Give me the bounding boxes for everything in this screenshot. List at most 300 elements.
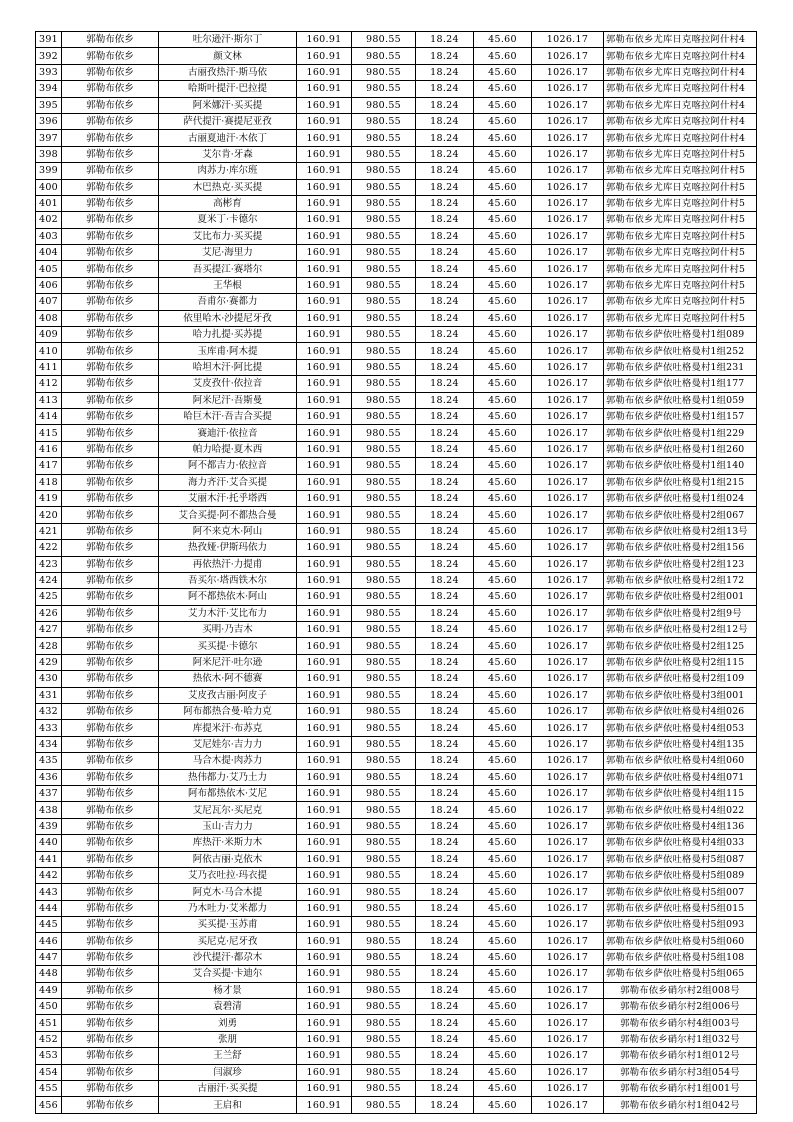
township-cell: 郭勒布依乡	[62, 327, 159, 343]
table-row	[36, 32, 757, 48]
table-row	[36, 949, 757, 965]
value-2-cell: 18.24	[416, 802, 474, 818]
address-cell: 郭勒布依乡硝尔村2组008号	[604, 982, 757, 998]
township-cell: 郭勒布依乡	[62, 441, 159, 457]
total-value-cell: 1026.17	[532, 933, 604, 949]
address-cell: 郭勒布依乡尤库日克喀拉阿什村4	[604, 48, 757, 64]
value-3-cell: 45.60	[474, 785, 532, 801]
total-value-cell: 1026.17	[532, 212, 604, 228]
row-number-cell: 404	[36, 245, 62, 261]
person-name-cell: 阿米娜汗·买买提	[159, 97, 297, 113]
area-value-cell: 160.91	[297, 687, 352, 703]
township-cell: 郭勒布依乡	[62, 261, 159, 277]
area-value-cell: 160.91	[297, 64, 352, 80]
value-2-cell: 18.24	[416, 622, 474, 638]
table-row	[36, 556, 757, 572]
area-value-cell: 160.91	[297, 654, 352, 670]
row-number-cell: 445	[36, 917, 62, 933]
person-name-cell: 哈巨木汗·吾吉合买提	[159, 408, 297, 424]
township-cell: 郭勒布依乡	[62, 835, 159, 851]
table-row	[36, 589, 757, 605]
address-cell: 郭勒布依乡萨依吐格曼村2组001	[604, 589, 757, 605]
value-1-cell: 980.55	[352, 949, 416, 965]
row-number-cell: 398	[36, 146, 62, 162]
total-value-cell: 1026.17	[532, 195, 604, 211]
total-value-cell: 1026.17	[532, 1015, 604, 1031]
value-3-cell: 45.60	[474, 704, 532, 720]
area-value-cell: 160.91	[297, 769, 352, 785]
row-number-cell: 433	[36, 720, 62, 736]
value-3-cell: 45.60	[474, 900, 532, 916]
value-3-cell: 45.60	[474, 654, 532, 670]
total-value-cell: 1026.17	[532, 1097, 604, 1113]
value-2-cell: 18.24	[416, 1064, 474, 1080]
township-cell: 郭勒布依乡	[62, 622, 159, 638]
total-value-cell: 1026.17	[532, 753, 604, 769]
table-row	[36, 802, 757, 818]
area-value-cell: 160.91	[297, 884, 352, 900]
value-1-cell: 980.55	[352, 736, 416, 752]
area-value-cell: 160.91	[297, 1015, 352, 1031]
value-1-cell: 980.55	[352, 818, 416, 834]
township-cell: 郭勒布依乡	[62, 572, 159, 588]
township-cell: 郭勒布依乡	[62, 1064, 159, 1080]
address-cell: 郭勒布依乡萨依吐格曼村1组157	[604, 408, 757, 424]
row-number-cell: 434	[36, 736, 62, 752]
area-value-cell: 160.91	[297, 1031, 352, 1047]
value-2-cell: 18.24	[416, 884, 474, 900]
value-3-cell: 45.60	[474, 1015, 532, 1031]
area-value-cell: 160.91	[297, 425, 352, 441]
address-cell: 郭勒布依乡萨依吐格曼村2组067	[604, 507, 757, 523]
value-2-cell: 18.24	[416, 441, 474, 457]
township-cell: 郭勒布依乡	[62, 900, 159, 916]
row-number-cell: 418	[36, 474, 62, 490]
township-cell: 郭勒布依乡	[62, 556, 159, 572]
township-cell: 郭勒布依乡	[62, 32, 159, 48]
township-cell: 郭勒布依乡	[62, 687, 159, 703]
row-number-cell: 421	[36, 523, 62, 539]
area-value-cell: 160.91	[297, 163, 352, 179]
address-cell: 郭勒布依乡萨依吐格曼村1组231	[604, 359, 757, 375]
value-3-cell: 45.60	[474, 638, 532, 654]
person-name-cell: 王兰舒	[159, 1048, 297, 1064]
address-cell: 郭勒布依乡萨依吐格曼村2组115	[604, 654, 757, 670]
value-3-cell: 45.60	[474, 687, 532, 703]
value-3-cell: 45.60	[474, 802, 532, 818]
area-value-cell: 160.91	[297, 982, 352, 998]
value-3-cell: 45.60	[474, 130, 532, 146]
value-2-cell: 18.24	[416, 113, 474, 129]
person-name-cell: 艾皮孜什·依拉音	[159, 376, 297, 392]
value-3-cell: 45.60	[474, 1048, 532, 1064]
value-2-cell: 18.24	[416, 654, 474, 670]
table-row	[36, 982, 757, 998]
row-number-cell: 430	[36, 671, 62, 687]
table-row	[36, 605, 757, 621]
value-3-cell: 45.60	[474, 228, 532, 244]
row-number-cell: 425	[36, 589, 62, 605]
value-3-cell: 45.60	[474, 81, 532, 97]
area-value-cell: 160.91	[297, 458, 352, 474]
township-cell: 郭勒布依乡	[62, 179, 159, 195]
table-row	[36, 769, 757, 785]
address-cell: 郭勒布依乡硝尔村1组001号	[604, 1081, 757, 1097]
table-row	[36, 1015, 757, 1031]
person-name-cell: 闫淑珍	[159, 1064, 297, 1080]
area-value-cell: 160.91	[297, 949, 352, 965]
total-value-cell: 1026.17	[532, 802, 604, 818]
value-3-cell: 45.60	[474, 605, 532, 621]
total-value-cell: 1026.17	[532, 113, 604, 129]
area-value-cell: 160.91	[297, 572, 352, 588]
person-name-cell: 玉库甫·阿木提	[159, 343, 297, 359]
area-value-cell: 160.91	[297, 343, 352, 359]
row-number-cell: 427	[36, 622, 62, 638]
value-1-cell: 980.55	[352, 884, 416, 900]
person-name-cell: 买买提·卡德尔	[159, 638, 297, 654]
value-3-cell: 45.60	[474, 146, 532, 162]
address-cell: 郭勒布依乡萨依吐格曼村4组033	[604, 835, 757, 851]
value-3-cell: 45.60	[474, 867, 532, 883]
value-1-cell: 980.55	[352, 327, 416, 343]
value-3-cell: 45.60	[474, 97, 532, 113]
value-1-cell: 980.55	[352, 638, 416, 654]
person-name-cell: 帕力哈提·夏木西	[159, 441, 297, 457]
area-value-cell: 160.91	[297, 671, 352, 687]
area-value-cell: 160.91	[297, 277, 352, 293]
value-2-cell: 18.24	[416, 425, 474, 441]
table-row	[36, 146, 757, 162]
township-cell: 郭勒布依乡	[62, 277, 159, 293]
value-1-cell: 980.55	[352, 507, 416, 523]
table-row	[36, 245, 757, 261]
total-value-cell: 1026.17	[532, 687, 604, 703]
township-cell: 郭勒布依乡	[62, 458, 159, 474]
address-cell: 郭勒布依乡萨依吐格曼村4组026	[604, 704, 757, 720]
area-value-cell: 160.91	[297, 146, 352, 162]
area-value-cell: 160.91	[297, 48, 352, 64]
address-cell: 郭勒布依乡萨依吐格曼村2组12号	[604, 622, 757, 638]
value-2-cell: 18.24	[416, 687, 474, 703]
row-number-cell: 442	[36, 867, 62, 883]
area-value-cell: 160.91	[297, 1048, 352, 1064]
value-3-cell: 45.60	[474, 966, 532, 982]
address-cell: 郭勒布依乡萨依吐格曼村5组108	[604, 949, 757, 965]
area-value-cell: 160.91	[297, 195, 352, 211]
value-2-cell: 18.24	[416, 917, 474, 933]
value-3-cell: 45.60	[474, 589, 532, 605]
value-2-cell: 18.24	[416, 32, 474, 48]
address-cell: 郭勒布依乡萨依吐格曼村2组125	[604, 638, 757, 654]
township-cell: 郭勒布依乡	[62, 720, 159, 736]
table-row	[36, 704, 757, 720]
total-value-cell: 1026.17	[532, 769, 604, 785]
person-name-cell: 王启和	[159, 1097, 297, 1113]
table-row	[36, 179, 757, 195]
value-3-cell: 45.60	[474, 195, 532, 211]
row-number-cell: 439	[36, 818, 62, 834]
township-cell: 郭勒布依乡	[62, 999, 159, 1015]
total-value-cell: 1026.17	[532, 966, 604, 982]
value-3-cell: 45.60	[474, 261, 532, 277]
table-row	[36, 900, 757, 916]
value-3-cell: 45.60	[474, 408, 532, 424]
value-2-cell: 18.24	[416, 704, 474, 720]
value-1-cell: 980.55	[352, 310, 416, 326]
area-value-cell: 160.91	[297, 523, 352, 539]
total-value-cell: 1026.17	[532, 179, 604, 195]
row-number-cell: 403	[36, 228, 62, 244]
area-value-cell: 160.91	[297, 622, 352, 638]
value-3-cell: 45.60	[474, 523, 532, 539]
row-number-cell: 412	[36, 376, 62, 392]
address-cell: 郭勒布依乡尤库日克喀拉阿什村5	[604, 179, 757, 195]
area-value-cell: 160.91	[297, 736, 352, 752]
value-1-cell: 980.55	[352, 867, 416, 883]
value-3-cell: 45.60	[474, 884, 532, 900]
person-name-cell: 热孜娅·伊斯玛依力	[159, 540, 297, 556]
value-3-cell: 45.60	[474, 671, 532, 687]
area-value-cell: 160.91	[297, 933, 352, 949]
value-2-cell: 18.24	[416, 753, 474, 769]
total-value-cell: 1026.17	[532, 720, 604, 736]
table-row	[36, 1064, 757, 1080]
table-row	[36, 622, 757, 638]
total-value-cell: 1026.17	[532, 163, 604, 179]
township-cell: 郭勒布依乡	[62, 212, 159, 228]
value-3-cell: 45.60	[474, 933, 532, 949]
value-2-cell: 18.24	[416, 179, 474, 195]
value-3-cell: 45.60	[474, 720, 532, 736]
table-row	[36, 1048, 757, 1064]
value-2-cell: 18.24	[416, 359, 474, 375]
value-2-cell: 18.24	[416, 589, 474, 605]
value-1-cell: 980.55	[352, 1031, 416, 1047]
township-cell: 郭勒布依乡	[62, 64, 159, 80]
township-cell: 郭勒布依乡	[62, 753, 159, 769]
table-row	[36, 753, 757, 769]
row-number-cell: 393	[36, 64, 62, 80]
area-value-cell: 160.91	[297, 507, 352, 523]
address-cell: 郭勒布依乡萨依吐格曼村2组9号	[604, 605, 757, 621]
value-1-cell: 980.55	[352, 294, 416, 310]
person-name-cell: 买买提·玉苏甫	[159, 917, 297, 933]
table-row	[36, 408, 757, 424]
value-2-cell: 18.24	[416, 81, 474, 97]
value-3-cell: 45.60	[474, 458, 532, 474]
value-2-cell: 18.24	[416, 851, 474, 867]
value-1-cell: 980.55	[352, 540, 416, 556]
person-name-cell: 依里哈木·沙提尼牙孜	[159, 310, 297, 326]
total-value-cell: 1026.17	[532, 835, 604, 851]
table-row	[36, 392, 757, 408]
row-number-cell: 416	[36, 441, 62, 457]
value-3-cell: 45.60	[474, 113, 532, 129]
total-value-cell: 1026.17	[532, 867, 604, 883]
person-name-cell: 吾买尔·塔西铁木尔	[159, 572, 297, 588]
value-1-cell: 980.55	[352, 228, 416, 244]
person-name-cell: 肉苏力·库尔班	[159, 163, 297, 179]
person-name-cell: 艾尼瓦尔·买尼克	[159, 802, 297, 818]
area-value-cell: 160.91	[297, 490, 352, 506]
township-cell: 郭勒布依乡	[62, 818, 159, 834]
area-value-cell: 160.91	[297, 605, 352, 621]
township-cell: 郭勒布依乡	[62, 1081, 159, 1097]
value-3-cell: 45.60	[474, 769, 532, 785]
value-1-cell: 980.55	[352, 408, 416, 424]
total-value-cell: 1026.17	[532, 1031, 604, 1047]
address-cell: 郭勒布依乡萨依吐格曼村4组115	[604, 785, 757, 801]
table-row	[36, 1031, 757, 1047]
value-3-cell: 45.60	[474, 163, 532, 179]
person-name-cell: 哈斯叶提汗·巴拉提	[159, 81, 297, 97]
area-value-cell: 160.91	[297, 392, 352, 408]
person-name-cell: 阿米尼汗·吾斯曼	[159, 392, 297, 408]
value-3-cell: 45.60	[474, 556, 532, 572]
township-cell: 郭勒布依乡	[62, 310, 159, 326]
table-row	[36, 195, 757, 211]
table-body	[36, 32, 757, 1114]
value-1-cell: 980.55	[352, 622, 416, 638]
value-2-cell: 18.24	[416, 163, 474, 179]
township-cell: 郭勒布依乡	[62, 982, 159, 998]
value-2-cell: 18.24	[416, 310, 474, 326]
row-number-cell: 453	[36, 1048, 62, 1064]
total-value-cell: 1026.17	[532, 81, 604, 97]
person-name-cell: 沙代提汗·都尕木	[159, 949, 297, 965]
value-2-cell: 18.24	[416, 458, 474, 474]
address-cell: 郭勒布依乡萨依吐格曼村1组177	[604, 376, 757, 392]
value-2-cell: 18.24	[416, 638, 474, 654]
address-cell: 郭勒布依乡萨依吐格曼村2组123	[604, 556, 757, 572]
township-cell: 郭勒布依乡	[62, 1048, 159, 1064]
township-cell: 郭勒布依乡	[62, 146, 159, 162]
total-value-cell: 1026.17	[532, 589, 604, 605]
township-cell: 郭勒布依乡	[62, 130, 159, 146]
value-2-cell: 18.24	[416, 228, 474, 244]
row-number-cell: 437	[36, 785, 62, 801]
address-cell: 郭勒布依乡尤库日克喀拉阿什村5	[604, 310, 757, 326]
value-1-cell: 980.55	[352, 97, 416, 113]
table-row	[36, 933, 757, 949]
value-1-cell: 980.55	[352, 458, 416, 474]
value-1-cell: 980.55	[352, 1048, 416, 1064]
row-number-cell: 400	[36, 179, 62, 195]
value-2-cell: 18.24	[416, 949, 474, 965]
value-2-cell: 18.24	[416, 97, 474, 113]
value-2-cell: 18.24	[416, 540, 474, 556]
row-number-cell: 446	[36, 933, 62, 949]
person-name-cell: 颜文林	[159, 48, 297, 64]
person-name-cell: 杨才景	[159, 982, 297, 998]
table-row	[36, 277, 757, 293]
total-value-cell: 1026.17	[532, 622, 604, 638]
area-value-cell: 160.91	[297, 245, 352, 261]
area-value-cell: 160.91	[297, 228, 352, 244]
total-value-cell: 1026.17	[532, 785, 604, 801]
value-1-cell: 980.55	[352, 163, 416, 179]
table-row	[36, 425, 757, 441]
total-value-cell: 1026.17	[532, 146, 604, 162]
value-3-cell: 45.60	[474, 753, 532, 769]
value-2-cell: 18.24	[416, 720, 474, 736]
total-value-cell: 1026.17	[532, 638, 604, 654]
address-cell: 郭勒布依乡萨依吐格曼村1组252	[604, 343, 757, 359]
value-2-cell: 18.24	[416, 556, 474, 572]
township-cell: 郭勒布依乡	[62, 113, 159, 129]
value-3-cell: 45.60	[474, 982, 532, 998]
address-cell: 郭勒布依乡萨依吐格曼村2组109	[604, 671, 757, 687]
value-3-cell: 45.60	[474, 917, 532, 933]
value-1-cell: 980.55	[352, 851, 416, 867]
table-row	[36, 343, 757, 359]
township-cell: 郭勒布依乡	[62, 785, 159, 801]
township-cell: 郭勒布依乡	[62, 523, 159, 539]
address-cell: 郭勒布依乡尤库日克喀拉阿什村5	[604, 163, 757, 179]
row-number-cell: 438	[36, 802, 62, 818]
value-1-cell: 980.55	[352, 966, 416, 982]
address-cell: 郭勒布依乡萨依吐格曼村4组060	[604, 753, 757, 769]
value-1-cell: 980.55	[352, 654, 416, 670]
row-number-cell: 454	[36, 1064, 62, 1080]
total-value-cell: 1026.17	[532, 572, 604, 588]
person-name-cell: 袁碧清	[159, 999, 297, 1015]
total-value-cell: 1026.17	[532, 540, 604, 556]
value-2-cell: 18.24	[416, 376, 474, 392]
person-name-cell: 张朋	[159, 1031, 297, 1047]
value-3-cell: 45.60	[474, 48, 532, 64]
value-1-cell: 980.55	[352, 785, 416, 801]
table-row	[36, 818, 757, 834]
total-value-cell: 1026.17	[532, 1064, 604, 1080]
table-row	[36, 130, 757, 146]
value-2-cell: 18.24	[416, 507, 474, 523]
township-cell: 郭勒布依乡	[62, 851, 159, 867]
person-name-cell: 古丽孜热汗·斯马依	[159, 64, 297, 80]
total-value-cell: 1026.17	[532, 32, 604, 48]
value-1-cell: 980.55	[352, 64, 416, 80]
total-value-cell: 1026.17	[532, 605, 604, 621]
value-3-cell: 45.60	[474, 474, 532, 490]
row-number-cell: 394	[36, 81, 62, 97]
total-value-cell: 1026.17	[532, 1048, 604, 1064]
total-value-cell: 1026.17	[532, 900, 604, 916]
value-3-cell: 45.60	[474, 179, 532, 195]
address-cell: 郭勒布依乡萨依吐格曼村5组015	[604, 900, 757, 916]
value-3-cell: 45.60	[474, 1097, 532, 1113]
area-value-cell: 160.91	[297, 408, 352, 424]
address-cell: 郭勒布依乡萨依吐格曼村4组136	[604, 818, 757, 834]
value-2-cell: 18.24	[416, 195, 474, 211]
row-number-cell: 422	[36, 540, 62, 556]
row-number-cell: 449	[36, 982, 62, 998]
value-2-cell: 18.24	[416, 966, 474, 982]
row-number-cell: 408	[36, 310, 62, 326]
township-cell: 郭勒布依乡	[62, 474, 159, 490]
area-value-cell: 160.91	[297, 785, 352, 801]
value-3-cell: 45.60	[474, 441, 532, 457]
address-cell: 郭勒布依乡萨依吐格曼村4组022	[604, 802, 757, 818]
row-number-cell: 444	[36, 900, 62, 916]
table-row	[36, 507, 757, 523]
value-1-cell: 980.55	[352, 687, 416, 703]
address-cell: 郭勒布依乡硝尔村4组003号	[604, 1015, 757, 1031]
value-2-cell: 18.24	[416, 392, 474, 408]
table-row	[36, 867, 757, 883]
person-name-cell: 吾买提江·赛塔尔	[159, 261, 297, 277]
person-name-cell: 古丽汗·买买提	[159, 1081, 297, 1097]
